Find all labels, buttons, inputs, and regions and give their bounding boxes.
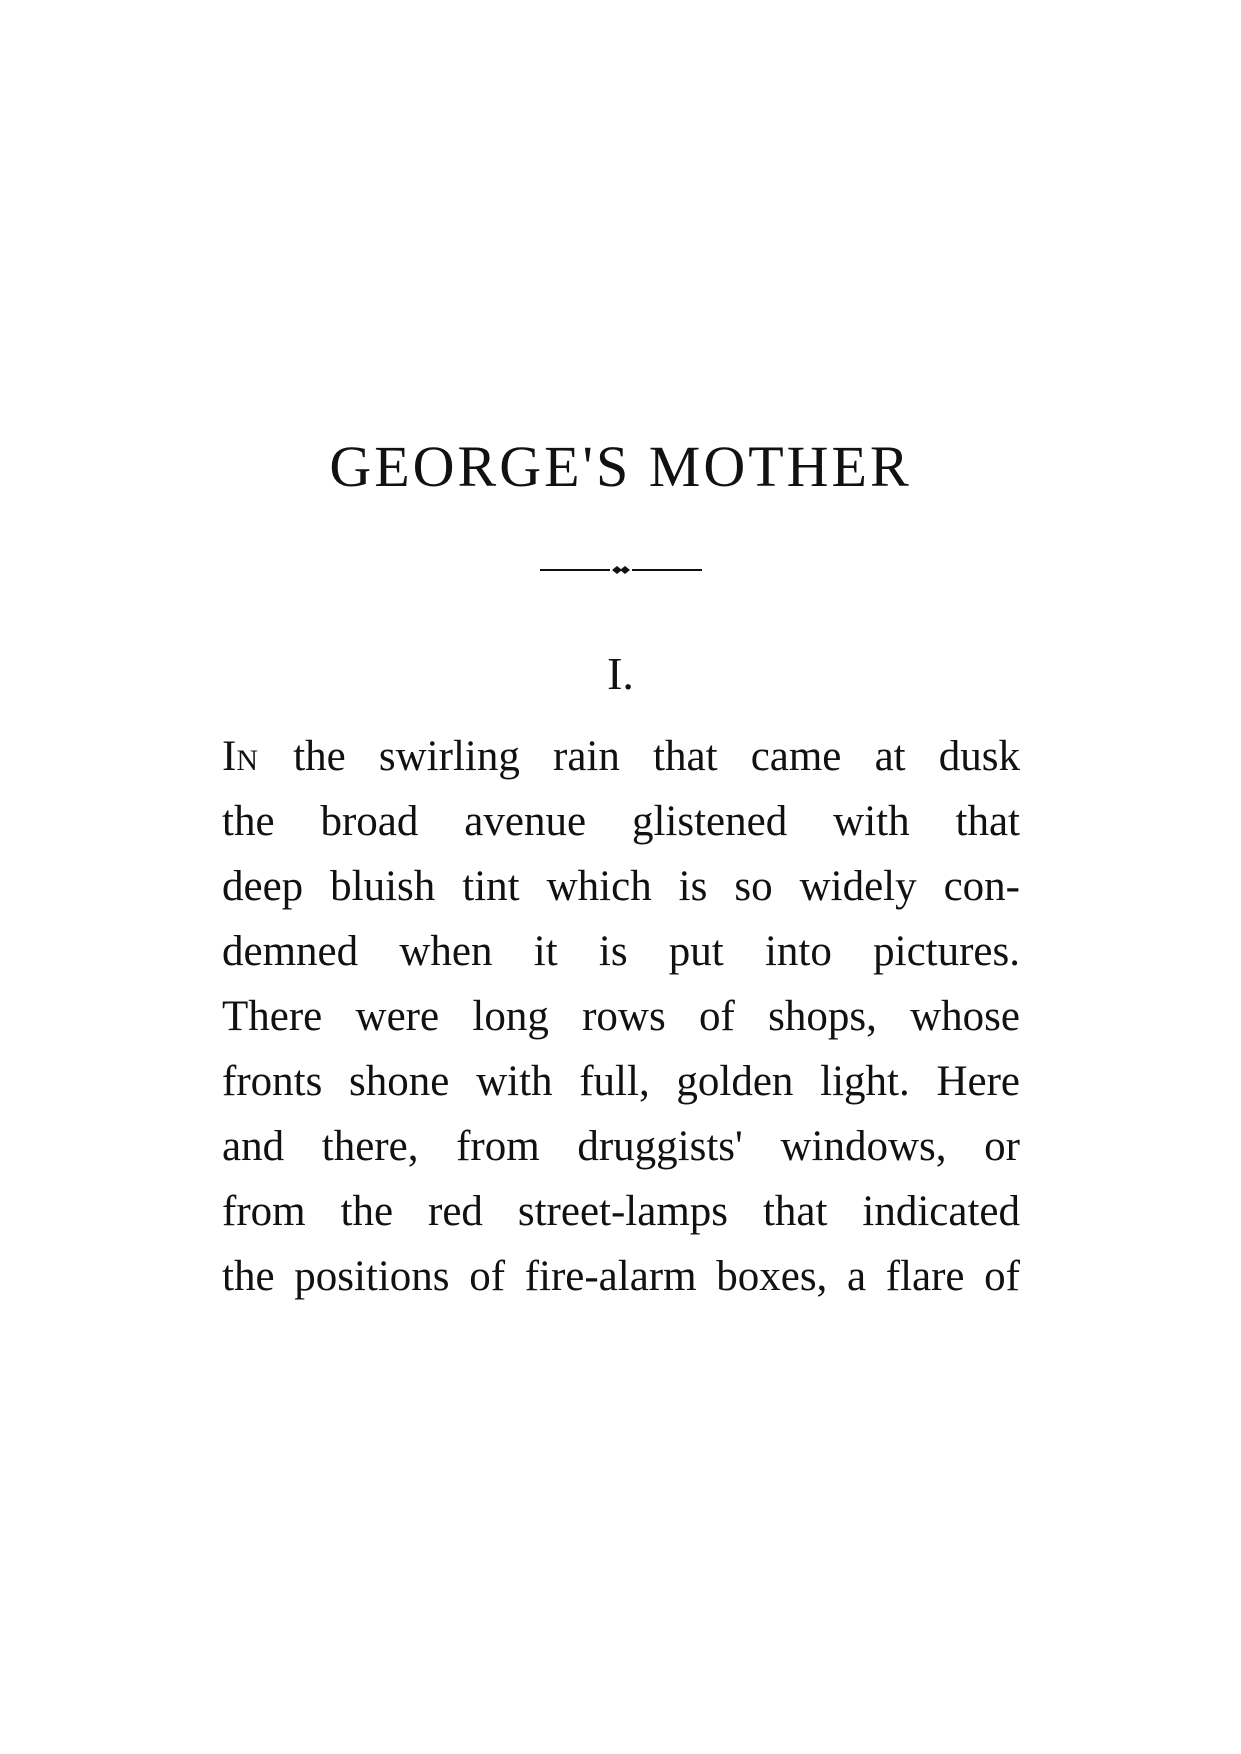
- body-paragraph: [222, 724, 1020, 1309]
- text-line-5: There were long rows of shops, whose: [222, 993, 1020, 1040]
- small-caps: N: [236, 744, 260, 777]
- text-line-6: fronts shone with full, golden light. Here: [222, 1058, 1020, 1105]
- chapter-number: I.: [607, 648, 634, 699]
- ornament-diamond-right: [620, 566, 630, 574]
- text-line-4: demned when it is put into pictures.: [222, 928, 1020, 975]
- text-line-3: deep bluish tint which is so widely con-: [222, 863, 1020, 910]
- drop-initial: I: [222, 733, 237, 780]
- text-line-2: the broad avenue glistened with that: [222, 798, 1020, 845]
- ornament-divider: [538, 560, 704, 580]
- text-line-7: and there, from druggists' windows, or: [222, 1123, 1020, 1170]
- line-text: the swirling rain that came at dusk: [293, 733, 1021, 780]
- text-line-1: [222, 724, 1020, 789]
- text-line-9: the positions of fire-alarm boxes, a flare of: [222, 1253, 1020, 1300]
- text-line-8: from the red street-lamps that indicated: [222, 1188, 1020, 1235]
- book-title: GEORGE'S MOTHER: [329, 434, 912, 499]
